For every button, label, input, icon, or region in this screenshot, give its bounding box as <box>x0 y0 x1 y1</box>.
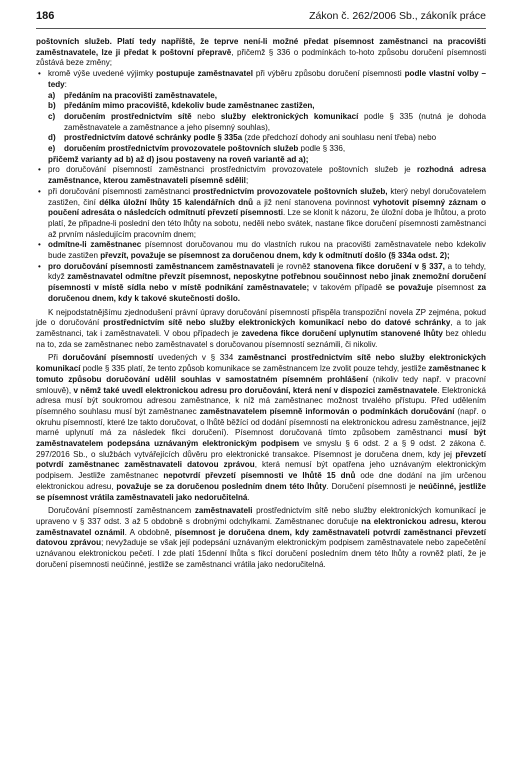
text-run: , která nemusí být opatřena jeho uznávaným elektronickým podpisem. Jestliže zaměstnanec <box>36 460 486 481</box>
bold-text-run: se považuje <box>385 283 433 293</box>
bold-text-run: považuje se za doručenou posledním dnem této lhůty <box>116 481 327 491</box>
sub-item <box>48 101 486 112</box>
sub-item <box>48 91 486 102</box>
bullet-list <box>36 69 486 304</box>
text-run: podle § 335 platí, že tento způsob komunikace se zaměstnancem lze zvolit pouze tehdy, jestliže <box>80 364 429 374</box>
text-run: prostřednictvím sítě nebo služby elektronických komunikací je upraveno v § 337 odst. 3 až 5 obdobně s drobnými odchylkami. Zaměstnanec doručuje <box>36 506 486 526</box>
sub-item-text <box>64 101 315 110</box>
bold-text-run: doručením prostřednictvím sítě <box>64 111 192 121</box>
bold-text-run: poštovních služeb. Platí tedy napříště, že teprve není-li možné předat písemnost zaměstnanci na pracovišti zaměstnavatele, lze ji předat k poštovní přepravě <box>36 37 486 57</box>
sub-item-text <box>64 112 486 132</box>
text-run: podle § 336, <box>298 144 346 154</box>
text-run: při výběru způsobu doručení písemnosti <box>252 69 405 79</box>
text-run: bez ohledu na to, zda se zaměstnanec nebo zaměstnavatel s doručovanou písemností seznámili, či nikoliv. <box>36 328 486 349</box>
text-run: Při <box>48 353 63 363</box>
bullet-item <box>36 165 486 186</box>
text-run: . Doručení písemnosti je <box>326 481 419 491</box>
paragraph <box>36 37 486 69</box>
bullet-text <box>48 69 486 90</box>
bold-text-run: prostřednictvím sítě nebo služby elektronických komunikací nebo do datové schránky <box>103 318 451 328</box>
bullet-item <box>36 240 486 261</box>
text-run: : <box>64 79 67 89</box>
text-run: ; <box>245 176 249 186</box>
text-run: Doručování písemností zaměstnancem <box>48 506 195 516</box>
bold-text-run: převzetí potvrdí zaměstnanec zaměstnavateli datovou zprávou <box>36 449 486 470</box>
text-run: a již není stanovena povinnost <box>253 197 373 207</box>
text-run: písemnost doručovanou mu do vlastních rukou na pracovišti zaměstnavatele nebo kdekoliv bude zastižen <box>48 240 486 261</box>
bold-text-run: zavedena fikce doručení uplynutím stanovené lhůty <box>241 328 443 338</box>
page-header <box>36 10 486 26</box>
text-run: ve smyslu § 6 odst. 2 a § 9 odst. 2 zákona č. 297/2016 Sb., o službách vytvářejících důvěru pro elektronické transakce. Písemnost je doručena dnem, kdy jej <box>36 439 486 459</box>
text-run: . Elektronická adresa musí být soukromou adresou zaměstnance, k níž má zaměstnanec možnost trvalého přístupu. Před udělením písemného souhlasu musí být zaměstnanec <box>36 385 486 416</box>
text-run: v takovém případě <box>309 283 386 293</box>
bold-text-run: zaměstnavateli <box>194 506 253 516</box>
sub-item-label: e) <box>48 144 56 154</box>
text-run: při doručování písemnosti zaměstnanci <box>48 186 193 196</box>
bold-text-run: musí být zaměstnavatelem podepsána uznávaným elektronickým podpisem <box>36 428 486 449</box>
text-run: nebo <box>191 111 221 121</box>
bold-text-run: pro doručování písemnosti zaměstnancem zaměstnavateli <box>48 261 275 271</box>
paragraph <box>36 308 486 351</box>
text-run: (např. o okruhu písemností, které lze takto doručovat, o lhůtě běžící od dodání písemnosti na elektronickou adresu zaměstnance, jejíž marné uplynutí má za následek fikci doručení). Písemnost doručovaná tímto způsobem zaměstnanci <box>36 406 486 438</box>
text-run: . A obdobně, <box>124 527 175 537</box>
sub-item <box>48 133 486 144</box>
bold-text-run: zaměstnavatel odmítne převzít písemnost, neposkytne potřebnou součinnost nebo jinak znemožní doručení písemnosti v místě sídla nebo v místě podnikání zaměstnavatele; <box>48 272 486 293</box>
text-run: K nejpodstatnějšímu zjednodušení právní úpravy doručování písemností přispěla transpoziční novela ZP zejména, pokud jde o doručování <box>36 307 486 328</box>
text-run: podle § 335 (nutná je dohoda zaměstnavatele a zaměstnance a jeho písemný souhlas), <box>64 111 486 132</box>
bold-text-run: neúčinné, jestliže se písemnost vrátila zaměstnavateli jako nedoručitelná <box>36 481 486 502</box>
page-number: 186 <box>36 10 55 22</box>
text-run: (zde předchozí dohody ani souhlasu není třeba) nebo <box>242 133 437 143</box>
bold-text-run: doručování písemností <box>62 353 154 363</box>
text-run: . Lze se klonit k názoru, že úložní doba je lhůtou, a proto platí, že připadne-li poslední den této lhůty na sobotu, neděli nebo svátek, nastane fikce doručení písemnosti zaměstnanci až prvním následujícím pracovním dnem; <box>48 208 486 239</box>
bold-text-run: za doručenou dnem, kdy k takové skutečnosti došlo. <box>48 283 486 303</box>
sub-item-text <box>64 133 436 142</box>
sub-item-label: a) <box>48 90 56 100</box>
bold-text-run: délka úložní lhůty 15 kalendářních dnů <box>99 197 254 207</box>
text-run: který nebyl doručovatelem zastižen, činí <box>48 186 486 207</box>
text-run: a to tehdy, když <box>48 261 486 282</box>
text-run: pro doručování písemností zaměstnanci prostřednictvím provozovatele poštovních služeb je <box>48 165 418 175</box>
bold-text-run: zaměstnanci prostřednictvím sítě nebo služby elektronických komunikací <box>36 353 486 374</box>
sub-item <box>48 112 486 133</box>
bold-text-run: předáním mimo pracoviště, kdekoliv bude zaměstnanec zastižen, <box>64 101 315 111</box>
text-run: uvedených v § 334 <box>153 353 238 363</box>
bold-text-run: odmítne-li zaměstnanec <box>48 240 142 250</box>
sub-item-label: c) <box>48 111 56 121</box>
text-run: ; nevyžaduje se však její podepsání uznávaným elektronickým podpisem zaměstnavatele nebo zapečetění uznávanou elektronickou pečetí. I zde platí 15denní lhůta s fikcí doručení posledním dnem této lhůty a rovněž platí, že je doručení písemnosti neúčinné, jestliže se zaměstnanci vrátila jako nedoručitelná. <box>36 538 486 569</box>
text-run: , a to jak zaměstnanci, tak i zaměstnavateli. V obou případech je <box>36 318 486 338</box>
bullet-item <box>36 262 486 305</box>
bullet-continuation <box>48 155 486 166</box>
text-run: , přičemž § 336 o podmínkách to-hoto způsobu doručení písemnosti zůstává beze změny; <box>36 47 486 68</box>
sub-item-text <box>64 91 217 100</box>
text-run: ode dne dodání na jím určenou elektronickou adresu, <box>36 471 486 491</box>
bold-text-run: rozhodná adresa zaměstnance, kterou zaměstnavateli písemně sdělil <box>48 165 486 186</box>
bold-text-run: v němž také uvedl elektronickou adresu pro doručování, která není v dispozici zaměstnavatele <box>73 385 438 395</box>
bold-text-run: služby elektronických komunikací <box>220 111 359 121</box>
bold-text-run: přičemž varianty ad b) až d) jsou postaveny na roveň variantě ad a); <box>48 154 309 164</box>
sub-list <box>48 91 486 155</box>
paragraph <box>36 353 486 503</box>
bold-text-run: vyhotovit písemný záznam o poučení adresáta o následcích odmítnutí převzetí písemnosti <box>48 197 487 218</box>
text-run: . <box>247 492 250 502</box>
text-run: (nikoliv tedy např. v pracovní smlouvě), <box>36 374 486 395</box>
sub-item <box>48 144 486 155</box>
bold-text-run: prostřednictvím datové schránky podle § 335a <box>64 133 243 143</box>
sub-item-label: d) <box>48 133 56 143</box>
bullet-item <box>36 69 486 165</box>
bold-text-run: zaměstnanec k tomuto způsobu doručování udělil souhlas v samostatném písemném prohlášení <box>36 364 486 384</box>
sub-item-label: b) <box>48 101 56 111</box>
text-run: písemnost <box>432 283 478 293</box>
bold-text-run: převzít, považuje se písemnost za doručenou dnem, kdy k odmítnutí došlo (§ 334a odst. 2); <box>100 251 450 261</box>
text-run: je rovněž <box>274 261 314 271</box>
bold-text-run: písemnost je doručena dnem, kdy zaměstnavateli potvrdí zaměstnanci převzetí datovou zprávou <box>36 527 486 548</box>
bold-text-run: nepotvrdí převzetí písemnosti ve lhůtě 15 dnů <box>163 471 356 481</box>
paragraph <box>36 506 486 570</box>
bold-text-run: postupuje zaměstnavatel <box>156 69 253 79</box>
text-run: kromě výše uvedené výjimky <box>48 69 157 79</box>
bold-text-run: zaměstnavatelem písemně informován o podmínkách doručování <box>199 406 455 416</box>
bold-text-run: předáním na pracovišti zaměstnavatele, <box>64 90 217 100</box>
bullet-item <box>36 187 486 241</box>
bold-text-run: podle vlastní volby – tedy <box>48 69 486 89</box>
bold-text-run: doručením prostřednictvím provozovatele poštovních služeb <box>64 144 299 154</box>
bold-text-run: na elektronickou adresu, kterou zaměstnavatel oznámil <box>36 516 487 537</box>
sub-item-text <box>64 144 345 153</box>
header-rule <box>36 28 486 29</box>
page-body <box>36 37 486 570</box>
running-title: Zákon č. 262/2006 Sb., zákoník práce <box>309 10 486 22</box>
bold-text-run: stanovena fikce doručení v § 337, <box>313 261 445 271</box>
bold-text-run: prostřednictvím provozovatele poštovních služeb, <box>192 186 388 196</box>
